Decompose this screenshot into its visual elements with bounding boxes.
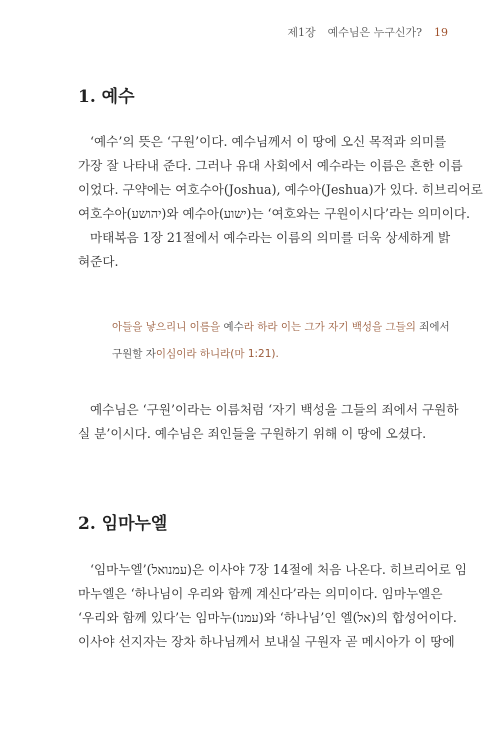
paragraph-jesus-savior xyxy=(78,398,459,446)
text-line: 마태복음 1장 21절에서 예수라는 이름의 의미를 더욱 상세하게 밝 xyxy=(90,230,451,245)
text-line: 가장 잘 나타내 준다. 그러나 유대 사회에서 예수라는 이름은 흔한 이름 xyxy=(78,158,463,173)
section-heading-immanuel: 2. 임마누엘 xyxy=(78,514,168,534)
quote-text-emphasis: 예수 xyxy=(223,321,244,333)
text-line: 혀준다. xyxy=(78,254,119,269)
text-line: ‘임마누엘’(עמנואל)은 이사야 7장 14절에 처음 나온다. 히브리어로 임 xyxy=(90,562,467,577)
page-number: 19 xyxy=(434,26,448,39)
quote-text: 라 하라 이는 그가 자기 백성을 그들의 xyxy=(243,321,420,333)
text-line: 실 분’이시다. 예수님은 죄인들을 구원하기 위해 이 땅에 오셨다. xyxy=(78,426,427,441)
scripture-quote xyxy=(112,314,452,368)
quote-text: 아들을 낳으리니 이름을 xyxy=(112,321,224,333)
text-line: 마누엘은 ‘하나님이 우리와 함께 계신다’라는 의미이다. 임마누엘은 xyxy=(78,586,443,601)
running-head xyxy=(287,24,448,40)
chapter-title: 예수님은 누구신가? xyxy=(327,26,422,39)
quote-text-emphasis: 구원할 자 xyxy=(112,348,156,360)
text-line: 여호수아(יהושע)와 예수아(ישוע)는 ‘여호와는 구원이시다’라는 의미이다. xyxy=(78,206,471,221)
text-line: ‘우리와 함께 있다’는 임마누(עמנו)와 ‘하나님’인 엘(אל)의 합성어이다. xyxy=(78,610,457,625)
chapter-label: 제1장 xyxy=(287,26,316,39)
quote-text-emphasis: 죄에서 xyxy=(419,321,450,333)
paragraph-immanuel xyxy=(78,558,467,654)
paragraph-jesus-meaning xyxy=(78,130,483,274)
section-heading-jesus: 1. 예수 xyxy=(78,87,135,107)
text-line: 예수님은 ‘구원’이라는 이름처럼 ‘자기 백성을 그들의 죄에서 구원하 xyxy=(90,402,459,417)
quote-text: 이심이라 하니라(마 1:21). xyxy=(155,348,279,360)
text-line: 이사야 선지자는 장차 하나님께서 보내실 구원자 곧 메시아가 이 땅에 xyxy=(78,634,455,649)
text-line: ‘예수’의 뜻은 ‘구원’이다. 예수님께서 이 땅에 오신 목적과 의미를 xyxy=(90,134,447,149)
text-line: 이었다. 구약에는 여호수아(Joshua), 예수아(Jeshua)가 있다. 히브리어로 xyxy=(78,182,483,197)
quote-line xyxy=(112,314,452,341)
quote-line xyxy=(112,341,452,368)
